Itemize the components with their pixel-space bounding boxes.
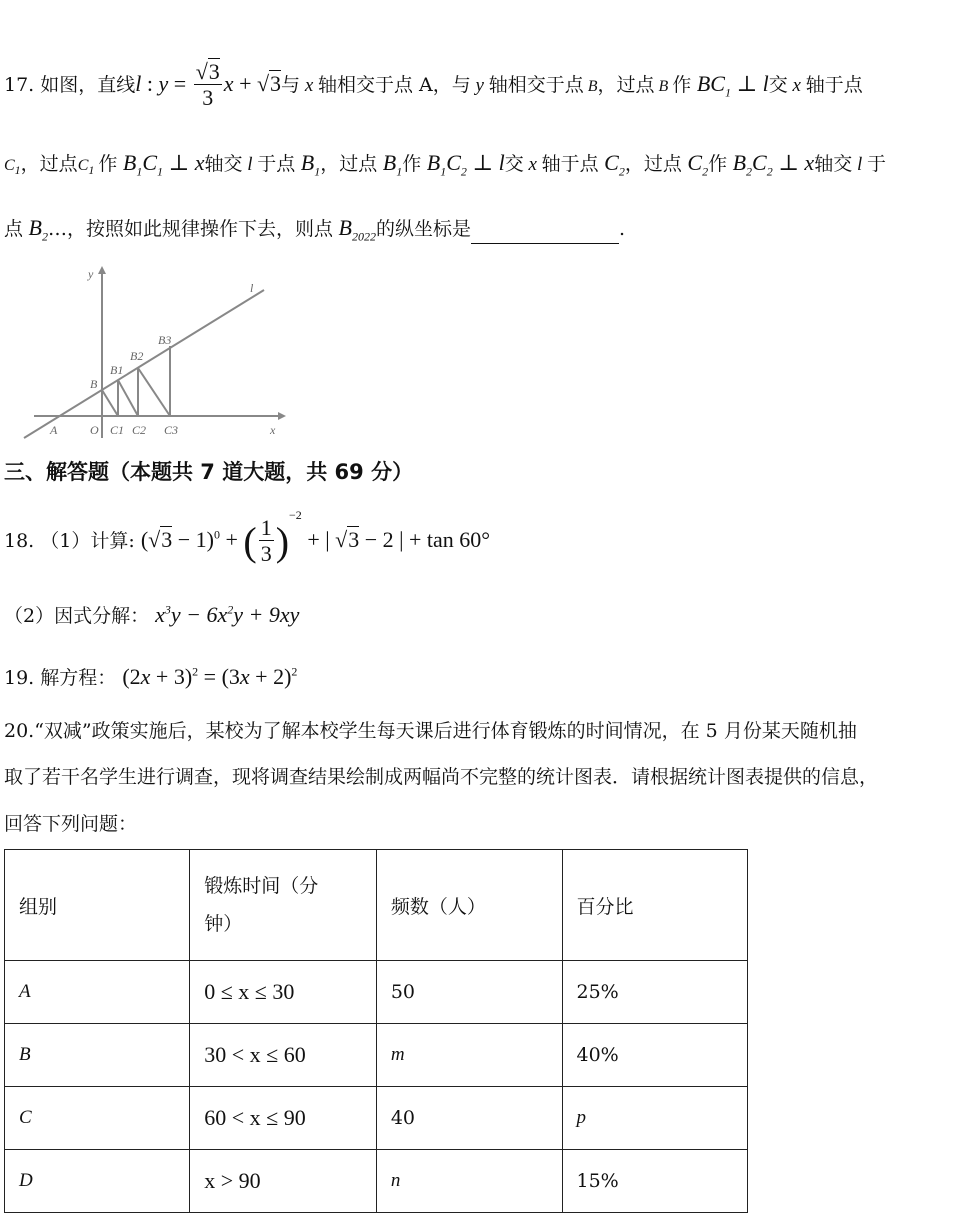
x-axis-arrow xyxy=(278,412,286,420)
cell-pct: p xyxy=(562,1087,748,1150)
label-A: A xyxy=(50,423,58,437)
label-x: x xyxy=(270,423,276,437)
label-y: y xyxy=(88,267,94,281)
q20-line2: 取了若干名学生进行调查，现将调查结果绘制成两幅尚不完整的统计图表．请根据统计图表提供的信息， xyxy=(4,766,879,788)
label-B1: B1 xyxy=(110,363,124,377)
table-row xyxy=(5,961,748,1024)
cell-freq: n xyxy=(376,1150,562,1213)
label-B2: B2 xyxy=(130,349,144,363)
cell-pct: 40% xyxy=(562,1024,748,1087)
table-row xyxy=(5,1150,748,1213)
cell-range: 60 < x ≤ 90 xyxy=(190,1087,377,1150)
cell-group: D xyxy=(5,1150,190,1213)
cell-freq: 50 xyxy=(376,961,562,1024)
label-O: O xyxy=(90,423,99,437)
header-group: 组别 xyxy=(5,850,190,961)
header-pct: 百分比 xyxy=(562,850,748,961)
cell-range: 30 < x ≤ 60 xyxy=(190,1024,377,1087)
q18-number: 18. xyxy=(4,530,35,552)
label-l: l xyxy=(250,281,254,295)
label-B: B xyxy=(90,377,98,391)
label-B3: B3 xyxy=(158,333,172,347)
cell-group: B xyxy=(5,1024,190,1087)
label-C1: C1 xyxy=(110,423,125,437)
q17-line1: 17. 如图，直线l : y = $\frac{√3}{3}$ x + √3与 x 轴相交于点 A，与 y 轴相交于点 B，过点 B 作 $BC_1$ ⊥ l交 x 轴于点 xyxy=(4,59,863,111)
q17-figure xyxy=(20,262,290,444)
cell-freq: m xyxy=(376,1024,562,1087)
header-freq: 频数（人） xyxy=(376,850,562,961)
table-row xyxy=(5,1024,748,1087)
statistics-table xyxy=(4,849,748,1213)
y-axis-arrow xyxy=(98,266,106,274)
label-C2: C2 xyxy=(132,423,147,437)
q18-part2: （2）因式分解： $x^3y - 6x^2y + 9xy$ xyxy=(4,602,300,627)
table-row xyxy=(5,1087,748,1150)
cell-group: C xyxy=(5,1087,190,1150)
q17-number: 17. xyxy=(4,73,35,96)
fraction-sqrt3-over-3: $\frac{√3}{3}$ xyxy=(195,59,220,111)
table-header-row xyxy=(5,850,748,961)
q19-line: 19. 解方程： $(2x + 3)^2 = (3x + 2)^2$ xyxy=(4,664,298,689)
q20-line3: 回答下列问题： xyxy=(4,813,138,835)
cell-group: A xyxy=(5,961,190,1024)
cell-range: x > 90 xyxy=(190,1150,377,1213)
q19-number: 19. xyxy=(4,667,35,689)
cell-freq: 40 xyxy=(376,1087,562,1150)
cell-pct: 25% xyxy=(562,961,748,1024)
q20-line1: 20.“双减”政策实施后，某校为了解本校学生每天课后进行体育锻炼的时间情况，在 5 月份某天随机抽 xyxy=(4,720,857,742)
cell-range: 0 ≤ x ≤ 30 xyxy=(190,961,377,1024)
header-time: 锻炼时间（分钟） xyxy=(190,850,377,961)
section-heading: 三、解答题（本题共 7 道大题，共 69 分） xyxy=(4,460,414,484)
cell-pct: 15% xyxy=(562,1150,748,1213)
q17-line3: 点 $B_2\dots$，按照如此规律操作下去，则点 $B_{2022}$的纵坐标是 . xyxy=(4,215,625,244)
q17-line2: $C_1$，过点$C_1$ 作 $B_1C_1$ ⊥ x轴交 l 于点 $B_1$，过点 $B_1$作 $B_1C_2$ ⊥ l交 x 轴于点 $C_2$，过点 $C_2$作 $B_2C_2$ ⊥ x轴交 l 于 xyxy=(4,150,886,179)
label-C3: C3 xyxy=(164,423,179,437)
answer-blank[interactable] xyxy=(471,225,619,244)
q18-part1: 18. （1）计算: $(√3 - 1)^0$ + ( $\frac{1}{3}$ )$^{-2}$ + | √3 − 2 | + tan 60° xyxy=(4,508,491,567)
